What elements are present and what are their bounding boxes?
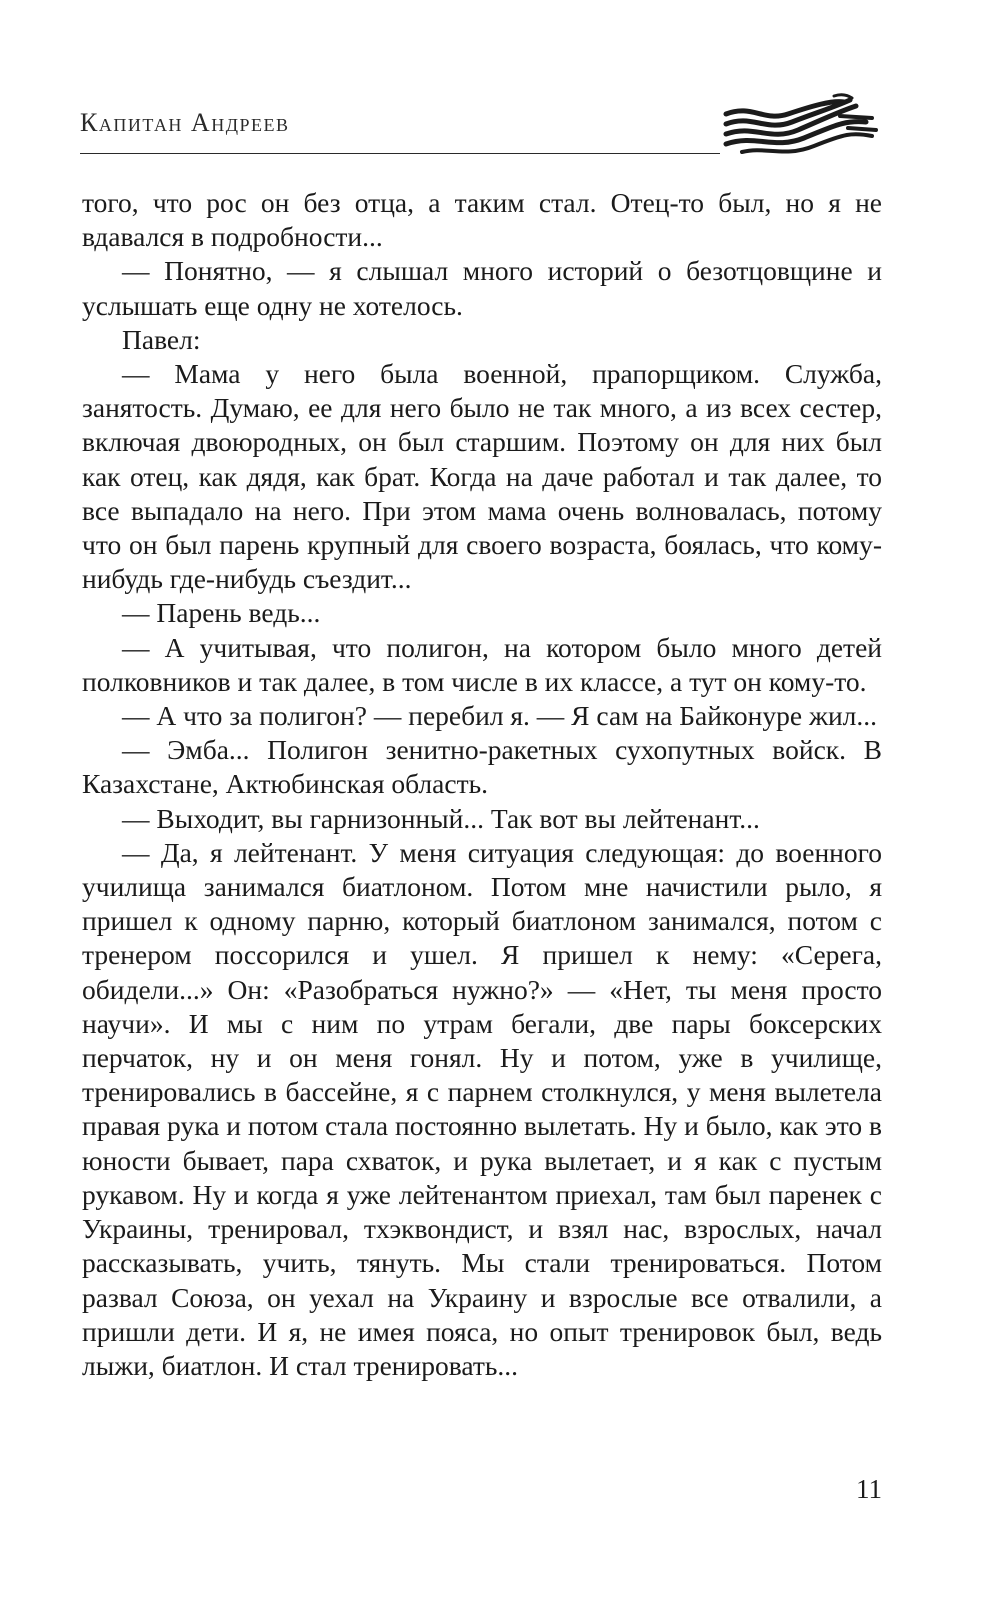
paragraph: — Мама у него была военной, прапорщиком. Служба, занятость. Думаю, ее для него было не так много, а из всех сестер, включая двоюродных, он был старшим. Поэтому он для них был как отец, как дядя, как брат. Когда на даче работал и так далее, то все выпадало на него. При этом мама очень волновалась, потому что он был парень крупный для своего возраста, боялась, что кому-нибудь где-нибудь съездит...	[82, 358, 882, 595]
page-number: 11	[856, 1474, 882, 1504]
paragraph: — А что за полигон? — перебил я. — Я сам на Байконуре жил...	[122, 700, 878, 732]
paragraph: — Понятно, — я слышал много историй о безотцовщине и услышать еще одну не хотелось.	[82, 255, 882, 321]
paragraph: — Парень ведь...	[122, 597, 321, 629]
header-rule	[80, 153, 720, 154]
paragraph: того, что рос он без отца, а таким стал. Отец-то был, но я не вдавался в подробности...	[82, 187, 882, 253]
paragraph: — Эмба... Полигон зенитно-ракетных сухопутных войск. В Казахстане, Актюбинская область.	[82, 734, 882, 800]
running-title: Капитан Андреев	[80, 108, 290, 137]
paragraph: — Выходит, вы гарнизонный... Так вот вы лейтенант...	[122, 802, 760, 834]
paragraph: — Да, я лейтенант. У меня ситуация следующая: до военного училища занимался биатлоном. Потом мне начистили рыло, я пришел к одному парню, который биатлоном занимался, потом с тренером поссорился и ушел. Я пришел к нему: «Серега, обидели...» Он: «Разобраться нужно?» — «Нет, ты меня просто научи». И мы с ним по утрам бегали, две пары боксерских перчаток, ну и он меня гонял. Ну и потом, уже в училище, тренировались в бассейне, я с парнем столкнулся, у меня вылетела правая рука и потом стала постоянно вылетать. Ну и было, как это в юности бывает, пара схваток, и рука вылетает, и я как с пустым рукавом. Ну и когда я уже лейтенантом приехал, там был паренек с Украины, тренировал, тхэквондист, и взял нас, взрослых, начал рассказывать, учить, тянуть. Мы стали тренироваться. Потом развал Союза, он уехал на Украину и взрослые все отвалили, а пришли дети. И я, не имея пояса, но опыт тренировок был, ведь лыжи, биатлон. И стал тренировать...	[82, 836, 882, 1381]
body-text	[82, 186, 882, 1383]
paragraph: — А учитывая, что полигон, на котором было много детей полковников и так далее, в том числе в их классе, а тут он кому-то.	[82, 631, 882, 697]
waving-flag-stripes-icon	[722, 92, 882, 164]
paragraph: Павел:	[122, 323, 201, 355]
